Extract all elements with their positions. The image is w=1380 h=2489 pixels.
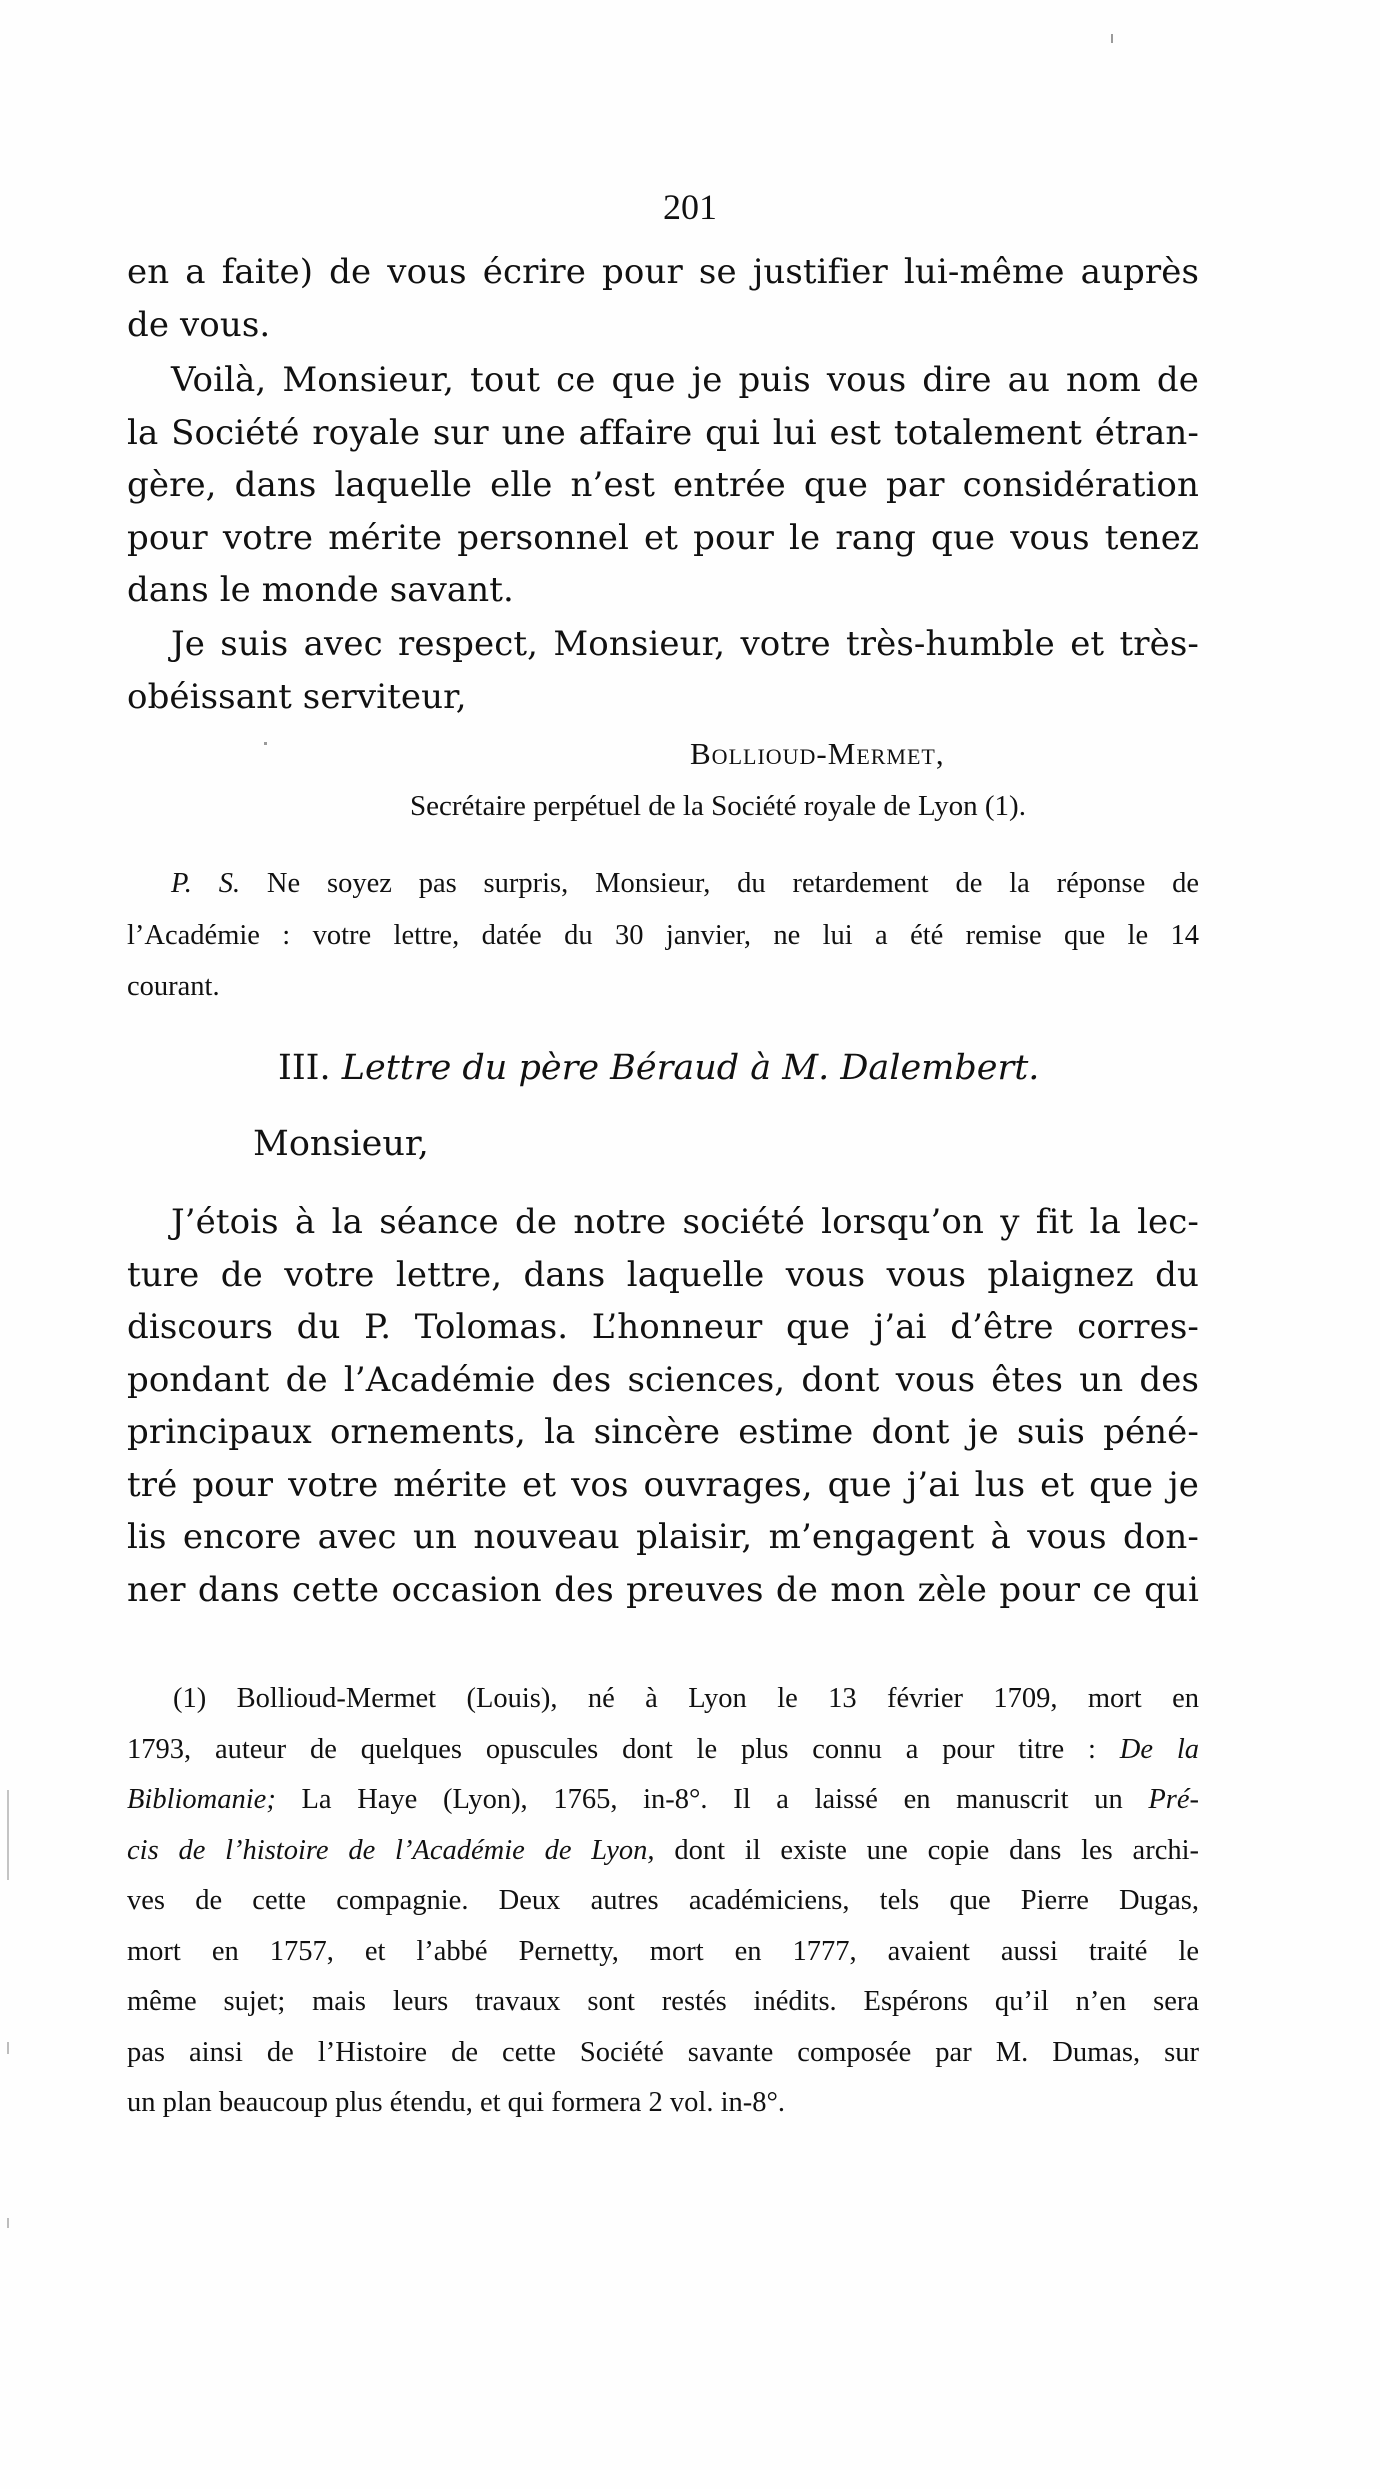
footnote-line: pas ainsi de l’Histoire de cette Société savante composée par M. Dumas, sur: [127, 2036, 1199, 2068]
postscript-line: courant.: [127, 971, 220, 1002]
scan-mark: [7, 2042, 9, 2054]
text-line: J’étois à la séance de notre société lorsqu’on y fit la lec-: [171, 1202, 1199, 1242]
footnote-italic-text: De la: [1119, 1733, 1199, 1765]
footnote-line: un plan beaucoup plus étendu, et qui formera 2 vol. in-8°.: [127, 2087, 786, 2118]
text-line: en a faite) de vous écrire pour se justifier lui-même auprès: [127, 252, 1199, 292]
text-line: pondant de l’Académie des sciences, dont vous êtes un des: [127, 1359, 1199, 1400]
postscript: [127, 858, 1199, 1013]
text-line: ner dans cette occasion des preuves de mon zèle pour ce qui: [127, 1569, 1199, 1610]
letter-paragraph: [127, 1196, 1199, 1616]
text-line: gère, dans laquelle elle n’est entrée que par considération: [127, 465, 1199, 505]
footnote: [127, 1674, 1199, 2129]
footnote-line: [127, 1725, 1199, 1776]
footnote-text: dont il existe une copie dans les archi-: [654, 1834, 1200, 1866]
footnote-text: La Haye (Lyon), 1765, in-8°. Il a laissé en manuscrit un: [275, 1784, 1149, 1815]
section-number: III.: [278, 1048, 331, 1088]
text-line: la Société royale sur une affaire qui lui est totalement étran-: [127, 412, 1199, 453]
postscript-line: [127, 858, 1199, 910]
scan-mark: [7, 1790, 9, 1880]
text-line: principaux ornements, la sincère estime dont je suis péné-: [127, 1412, 1199, 1452]
footnote-text: 1793, auteur de quelques opuscules dont le plus connu a pour titre :: [127, 1733, 1120, 1765]
section-title: Lettre du père Béraud à M. Dalembert.: [341, 1048, 1040, 1088]
footnote-line: ves de cette compagnie. Deux autres académiciens, tels que Pierre Dugas,: [127, 1885, 1199, 1916]
section-heading: [278, 1048, 1039, 1088]
footnote-line: [127, 1826, 1199, 1877]
page-number: 201: [663, 187, 717, 227]
postscript-text: Ne soyez pas surpris, Monsieur, du retardement de la réponse de: [240, 868, 1199, 899]
scan-mark: [7, 2218, 9, 2228]
signature-title: Secrétaire perpétuel de la Société royale de Lyon (1).: [410, 790, 1026, 822]
footnote-line: (1) Bollioud-Mermet (Louis), né à Lyon le 13 février 1709, mort en: [173, 1683, 1199, 1714]
footnote-line: même sujet; mais leurs travaux sont restés inédits. Espérons qu’il n’en sera: [127, 1986, 1199, 2017]
text-line: pour votre mérite personnel et pour le rang que vous tenez: [127, 517, 1199, 558]
text-line: de vous.: [127, 304, 271, 345]
text-line: discours du P. Tolomas. L’honneur que j’ai d’être corres-: [127, 1307, 1199, 1347]
footnote-italic-text: cis de l’histoire de l’Académie de Lyon,: [127, 1834, 655, 1866]
scan-mark: [264, 742, 267, 745]
text-line: dans le monde savant.: [127, 570, 514, 610]
text-line: obéissant serviteur,: [127, 676, 467, 717]
text-line: tré pour votre mérite et vos ouvrages, que j’ai lus et que je: [127, 1464, 1199, 1505]
signature-name: Bollioud-Mermet,: [690, 736, 945, 771]
continuation-paragraph: [127, 246, 1199, 351]
text-line: Je suis avec respect, Monsieur, votre très-humble et très-: [171, 624, 1199, 664]
closing-paragraph: [127, 618, 1199, 723]
footnote-line: mort en 1757, et l’abbé Pernetty, mort en 1777, avaient aussi traité le: [127, 1935, 1199, 1967]
salutation: Monsieur,: [253, 1124, 429, 1164]
voila-paragraph: [127, 354, 1199, 617]
footnote-line: [127, 1775, 1199, 1826]
footnote-italic-text: Pré-: [1148, 1784, 1199, 1815]
scan-mark: [1111, 34, 1113, 43]
text-line: lis encore avec un nouveau plaisir, m’engagent à vous don-: [127, 1517, 1199, 1557]
text-line: ture de votre lettre, dans laquelle vous vous plaignez du: [127, 1254, 1199, 1295]
footnote-italic-text: Bibliomanie;: [127, 1784, 276, 1815]
postscript-line: l’Académie : votre lettre, datée du 30 janvier, ne lui a été remise que le 14: [127, 919, 1199, 951]
text-line: Voilà, Monsieur, tout ce que je puis vous dire au nom de: [171, 360, 1199, 400]
postscript-label: P. S.: [171, 868, 241, 899]
